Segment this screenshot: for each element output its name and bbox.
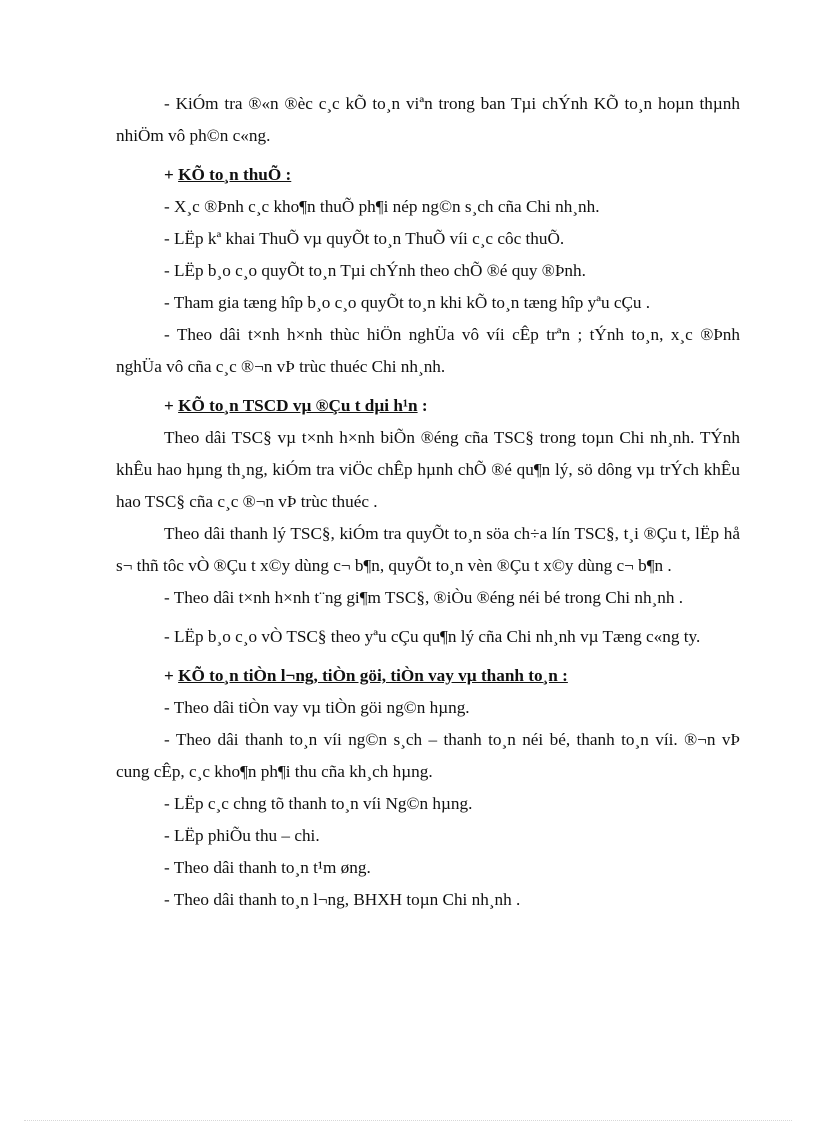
heading-prefix: + <box>164 666 179 685</box>
list-item: - LËp kª khai ThuÕ vµ quyÕt to¸n ThuÕ víi c¸c côc thuÕ. <box>164 229 565 248</box>
heading-prefix: + <box>164 165 179 184</box>
list-item: - LËp b¸o c¸o vÒ TSC§ theo yªu cÇu qu¶n lý cña Chi nh¸nh vµ Tæng c«ng ty. <box>164 627 701 646</box>
list-item: - Theo dâi t×nh h×nh t¨ng gi¶m TSC§, ®iÒu ®éng néi bé trong Chi nh¸nh . <box>164 588 684 607</box>
heading-prefix: + <box>164 396 179 415</box>
paragraph: - KiÓm tra ®«n ®èc c¸c kÕ to¸n viªn trong ban Tµi chÝnh KÕ to¸n hoµn thµnh nhiÖm vô ph©n c«ng. <box>116 94 740 145</box>
page-bottom-rule <box>24 1120 792 1121</box>
paragraph: Theo dâi TSC§ vµ t×nh h×nh biÕn ®éng cña TSC§ trong toµn Chi nh¸nh. TÝnh khÊu hao hµng th¸ng, kiÓm tra viÖc chÊp hµnh chÕ ®é qu¶n lý, sö dông vµ trÝch khÊu hao TSC§ cña c¸c ®¬n vÞ trùc thuéc . <box>116 428 740 511</box>
list-item: - Tham gia tæng hîp b¸o c¸o quyÕt to¸n khi kÕ to¸n tæng hîp yªu cÇu . <box>164 293 651 312</box>
list-item: - Theo dâi tiÒn vay vµ tiÒn göi ng©n hµng. <box>164 698 470 717</box>
list-item: - Theo dâi thanh to¸n víi ng©n s¸ch – thanh to¸n néi bé, thanh to¸n víi. ®¬n vÞ cung cÊp, c¸c kho¶n ph¶i thu cña kh¸ch hµng. <box>116 730 740 781</box>
paragraph: Theo dâi thanh lý TSC§, kiÓm tra quyÕt to¸n söa ch÷a lín TSC§, t¸i ®Çu t, lËp hå s¬ thñ tôc vÒ ®Çu t x©y dùng c¬ b¶n, quyÕt to¸n vèn ®Çu t x©y dùng c¬ b¶n . <box>116 524 740 575</box>
section-heading <box>116 159 740 191</box>
document-body <box>116 88 740 916</box>
heading-suffix: : <box>417 396 428 415</box>
list-item: - LËp b¸o c¸o quyÕt to¸n Tµi chÝnh theo chÕ ®é quy ®Þnh. <box>164 261 586 280</box>
section-heading <box>116 660 740 692</box>
list-item: - Theo dâi thanh to¸n t¹m øng. <box>164 858 371 877</box>
section-heading <box>116 390 740 422</box>
heading-title: KÕ to¸n TSCD vµ ®Çu t dµi h¹n <box>178 396 418 415</box>
heading-title: KÕ to¸n tiÒn l¬ng, tiÒn göi, tiÒn vay vµ thanh to¸n : <box>178 666 568 685</box>
heading-title: KÕ to¸n thuÕ : <box>178 165 292 184</box>
list-item: - Theo dâi t×nh h×nh thùc hiÖn nghÜa vô víi cÊp trªn ; tÝnh to¸n, x¸c ®Þnh nghÜa vô cña c¸c ®¬n vÞ trùc thuéc Chi nh¸nh. <box>116 325 740 376</box>
list-item: - LËp c¸c chng tõ thanh to¸n víi Ng©n hµng. <box>164 794 473 813</box>
list-item: - LËp phiÕu thu – chi. <box>164 826 320 845</box>
list-item: - Theo dâi thanh to¸n l¬ng, BHXH toµn Chi nh¸nh . <box>164 890 521 909</box>
list-item: - X¸c ®Þnh c¸c kho¶n thuÕ ph¶i nép ng©n s¸ch cña Chi nh¸nh. <box>164 197 600 216</box>
